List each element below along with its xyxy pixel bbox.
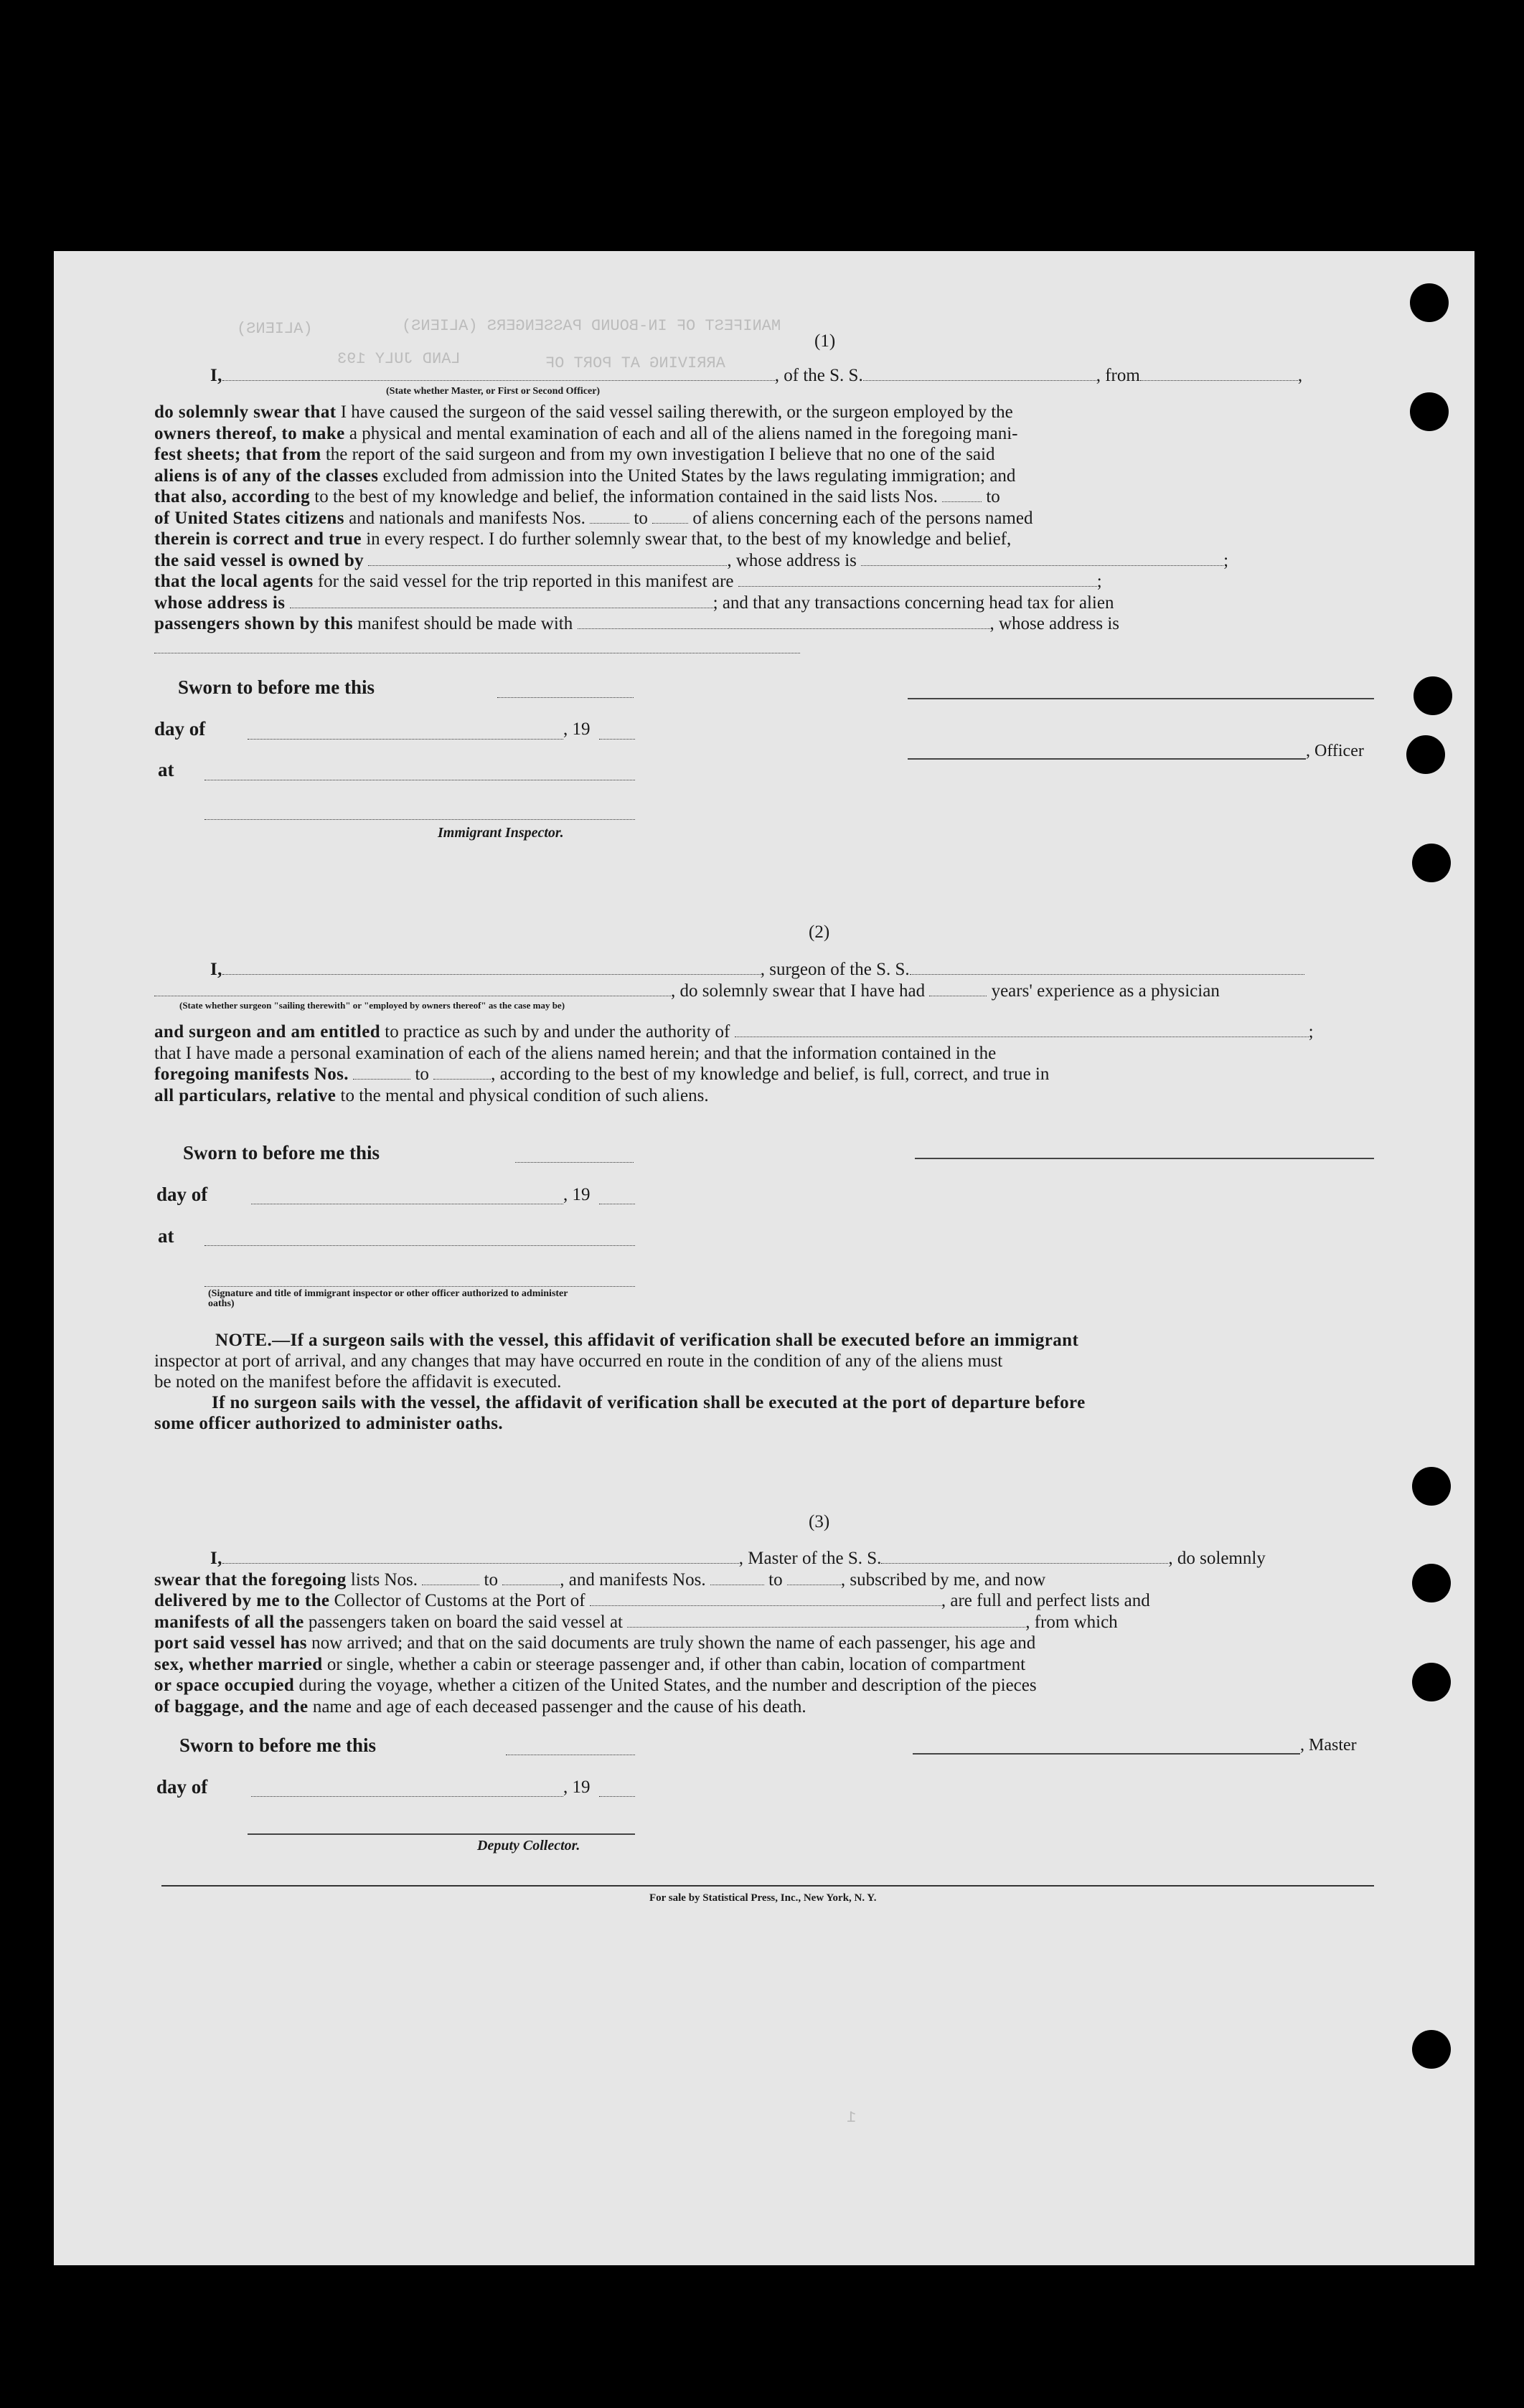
text: If no surgeon sails with the vessel, the affidavit of verification shall be executed at the port of departure before — [212, 1393, 1086, 1412]
officer-label: , Officer — [1306, 742, 1364, 760]
text: NOTE. — [215, 1331, 273, 1350]
from-label: , from — [1096, 366, 1140, 385]
text: port said vessel has — [154, 1633, 307, 1653]
bleed-title: MANIFEST OF IN-BOUND PASSENGERS (ALIENS) — [402, 317, 781, 335]
text: ; — [1223, 550, 1229, 570]
section-number: (1) — [814, 331, 836, 351]
punch-hole — [1414, 676, 1452, 715]
signature-title-note: (Signature and title of immigrant inspector or other officer authorized to administer oaths) — [208, 1288, 568, 1309]
sworn-label: Sworn to before me this — [179, 1734, 376, 1756]
section-number: (2) — [809, 922, 830, 942]
section2-first-line — [154, 960, 1304, 980]
text: of United States citizens — [154, 508, 344, 528]
text: that I have made a personal examination of each of the aliens named herein; and that the information contained in the — [154, 1043, 997, 1063]
text: to the mental and physical condition of such aliens. — [340, 1085, 709, 1105]
text: to — [484, 1569, 498, 1590]
text: or single, whether a cabin or steerage passenger and, if other than cabin, location of compartment — [326, 1654, 1026, 1674]
section2-note — [154, 1330, 1374, 1434]
text: , from which — [1025, 1612, 1118, 1632]
section1-first-line — [154, 366, 1374, 386]
text: whose address is — [154, 592, 286, 613]
text: do solemnly swear that — [154, 402, 337, 422]
punch-hole — [1412, 1663, 1451, 1701]
text: delivered by me to the — [154, 1591, 330, 1610]
text: manifests of all the — [154, 1612, 304, 1632]
day-of-line — [248, 739, 563, 740]
text: , subscribed by me, and now — [840, 1569, 1046, 1590]
year-line — [599, 739, 635, 740]
inspector-signature-line — [204, 1286, 635, 1287]
surgeon-signature-line — [915, 1158, 1374, 1159]
sworn-label: Sworn to before me this — [183, 1142, 380, 1163]
bleed-page: 1 — [847, 2109, 857, 2127]
text: the said vessel is owned by — [154, 550, 364, 570]
text: to — [415, 1064, 429, 1084]
text: sex, whether married — [154, 1654, 323, 1674]
section-number: (3) — [809, 1512, 830, 1531]
text: , whose address is — [727, 550, 857, 570]
text: , Master of the S. S. — [738, 1549, 882, 1568]
text: lists Nos. — [350, 1569, 418, 1590]
text: ; — [1308, 1022, 1314, 1042]
text: and surgeon and am entitled — [154, 1022, 381, 1042]
text: to — [768, 1569, 783, 1590]
text: swear that the foregoing — [154, 1569, 347, 1590]
year-label: , 19 — [563, 1185, 591, 1204]
text: some officer authorized to administer oaths. — [154, 1414, 504, 1433]
punch-hole — [1410, 283, 1449, 322]
text: excluded from admission into the United States by the laws regulating immigration; and — [382, 466, 1016, 486]
officer-signature-line-1 — [908, 698, 1374, 699]
text: , do solemnly swear that I have had — [671, 981, 926, 1001]
sworn-label: Sworn to before me this — [178, 676, 375, 698]
day-of-label: day of — [156, 1776, 208, 1798]
text: , are full and perfect lists and — [941, 1591, 1150, 1610]
text: inspector at port of arrival, and any changes that may have occurred en route in the condition of any of the aliens must — [154, 1351, 1003, 1371]
text: passengers taken on board the said vessel at — [308, 1612, 623, 1632]
text: for the said vessel for the trip reported in this manifest are — [317, 572, 734, 591]
text: years' experience as a physician — [991, 981, 1220, 1001]
year-label: , 19 — [563, 1777, 591, 1797]
text: passengers shown by this — [154, 614, 354, 633]
text: foregoing manifests Nos. — [154, 1064, 349, 1084]
master-signature-line — [913, 1753, 1300, 1755]
text: I, — [210, 960, 222, 979]
sworn-date-line — [497, 697, 634, 698]
at-label: at — [158, 759, 174, 780]
year-label: , 19 — [563, 719, 591, 739]
punch-hole — [1412, 1564, 1451, 1602]
text: —If a surgeon sails with the vessel, this affidavit of verification shall be executed before an immigrant — [272, 1331, 1079, 1350]
text: , do solemnly — [1168, 1549, 1266, 1568]
section2-oath-text — [154, 1021, 1374, 1106]
text: in every respect. I do further solemnly swear that, to the best of my knowledge and belief, — [366, 529, 1012, 549]
text: owners thereof, to make — [154, 423, 345, 443]
text: , surgeon of the S. S. — [760, 960, 910, 979]
collector-signature-line — [248, 1833, 635, 1835]
text: I, — [210, 1549, 222, 1568]
bleed-title-2: (ALIENS) — [237, 320, 313, 338]
text: ; and that any transactions concerning head tax for alien — [712, 592, 1114, 613]
punch-hole — [1412, 1467, 1451, 1506]
punch-hole — [1406, 735, 1445, 774]
punch-hole — [1412, 844, 1451, 882]
i-label: I, — [210, 366, 222, 385]
day-of-line — [251, 1796, 563, 1797]
year-line — [599, 1796, 635, 1797]
text: or space occupied — [154, 1676, 295, 1695]
text: ; — [1096, 572, 1102, 591]
text: name and age of each deceased passenger and the cause of his death. — [312, 1696, 806, 1717]
day-of-label: day of — [156, 1184, 208, 1205]
text: all particulars, relative — [154, 1085, 337, 1105]
at-line — [204, 1245, 635, 1246]
text: that the local agents — [154, 572, 314, 591]
text: aliens is of any of the classes — [154, 466, 379, 486]
bleed-date: LAND JULY 193 — [337, 350, 461, 368]
text: a physical and mental examination of each and all of the aliens named in the foregoing mani- — [349, 423, 1018, 443]
section2-second-line — [154, 981, 1220, 1001]
footer-rule — [161, 1885, 1374, 1887]
text: therein is correct and true — [154, 529, 362, 549]
text: to — [634, 508, 648, 528]
text: the report of the said surgeon and from my own investigation I believe that no one of the said — [325, 445, 995, 464]
text: of baggage, and the — [154, 1696, 309, 1717]
deputy-collector-label: Deputy Collector. — [477, 1838, 580, 1854]
text: , according to the best of my knowledge and belief, is full, correct, and true in — [491, 1064, 1050, 1084]
immigrant-inspector-label: Immigrant Inspector. — [438, 825, 564, 841]
text: to the best of my knowledge and belief, the information contained in the said lists Nos. — [314, 487, 938, 506]
officer-rank-note: (State whether Master, or First or Second Officer) — [386, 386, 601, 397]
text: , and manifests Nos. — [560, 1569, 706, 1590]
master-label: , Master — [1300, 1736, 1357, 1755]
text: that also, according — [154, 487, 311, 506]
day-of-label: day of — [154, 718, 206, 740]
punch-hole — [1410, 392, 1449, 431]
comma: , — [1297, 366, 1303, 385]
text: now arrived; and that on the said documents are truly shown the name of each passenger, his age and — [311, 1633, 1036, 1653]
officer-signature-line-2 — [908, 758, 1306, 760]
text: manifest should be made with — [357, 614, 573, 633]
text: fest sheets; that from — [154, 445, 321, 464]
text: be noted on the manifest before the affidavit is executed. — [154, 1372, 562, 1392]
section1-oath-text — [154, 402, 1374, 635]
sworn-date-line — [515, 1162, 634, 1163]
text: of aliens concerning each of the persons named — [692, 508, 1033, 528]
section3-oath-text — [154, 1548, 1374, 1717]
text: to — [986, 487, 1000, 506]
at-label: at — [158, 1225, 174, 1247]
text: and nationals and manifests Nos. — [349, 508, 585, 528]
bleed-port: ARRIVING AT PORT OF — [545, 354, 725, 372]
surgeon-type-note: (State whether surgeon "sailing therewith" or "employed by owners thereof" as the case may be) — [179, 1000, 565, 1011]
text: to practice as such by and under the authority of — [385, 1022, 730, 1042]
text: I have caused the surgeon of the said vessel sailing therewith, or the surgeon employed by the — [340, 402, 1013, 422]
punch-hole — [1412, 2030, 1451, 2069]
inspector-signature-line — [204, 819, 635, 820]
of-ss-label: , of the S. S. — [774, 366, 863, 385]
text: during the voyage, whether a citizen of the United States, and the number and description of the pieces — [298, 1676, 1037, 1695]
printer-imprint: For sale by Statistical Press, Inc., New York, N. Y. — [649, 1892, 877, 1904]
text: , whose address is — [989, 614, 1120, 633]
text: Collector of Customs at the Port of — [334, 1591, 585, 1610]
